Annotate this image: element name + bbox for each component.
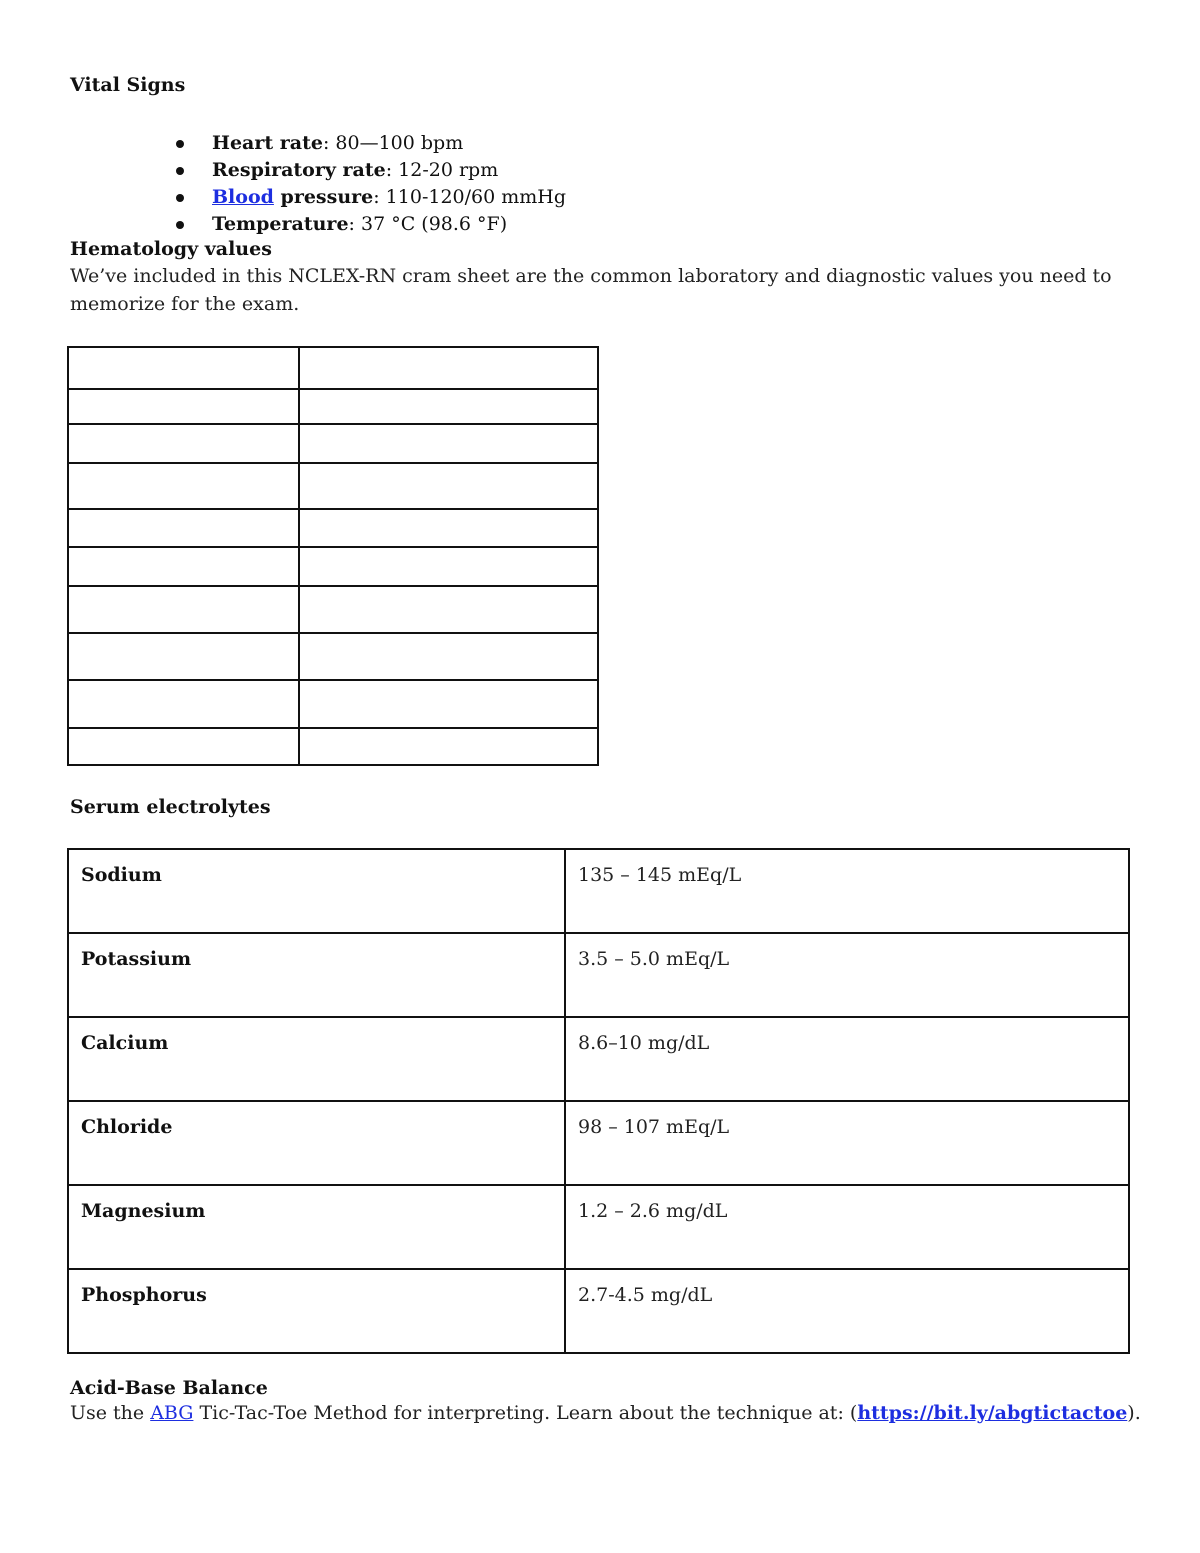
acid-base-paragraph (70, 1402, 1141, 1424)
text-segment: ). (1127, 1402, 1141, 1424)
vital-label: Temperature (212, 213, 349, 235)
bullet-icon (176, 194, 184, 202)
serum-electrolytes-heading: Serum electrolytes (70, 796, 271, 818)
hematology-table-empty (67, 346, 599, 766)
list-item-respiratory-rate (172, 157, 566, 184)
table-row-divider (69, 679, 597, 681)
electrolyte-value: 98 – 107 mEq/L (565, 1101, 1129, 1185)
table-row (68, 1185, 1129, 1269)
electrolyte-name: Phosphorus (68, 1269, 565, 1353)
electrolyte-name: Calcium (68, 1017, 565, 1101)
abg-link[interactable]: ABG (150, 1402, 194, 1424)
table-row-divider (69, 632, 597, 634)
electrolyte-name: Sodium (68, 849, 565, 933)
table-row (68, 1269, 1129, 1353)
bullet-icon (176, 221, 184, 229)
vital-signs-list (172, 130, 566, 238)
vital-value: : 37 °C (98.6 °F) (348, 213, 508, 235)
acid-base-heading: Acid-Base Balance (70, 1377, 268, 1399)
electrolyte-name: Chloride (68, 1101, 565, 1185)
vital-value: : 80—100 bpm (322, 132, 464, 154)
list-item-heart-rate (172, 130, 566, 157)
table-row (68, 1101, 1129, 1185)
electrolyte-value: 3.5 – 5.0 mEq/L (565, 933, 1129, 1017)
list-item-temperature (172, 211, 566, 238)
list-item-blood-pressure (172, 184, 566, 211)
blood-link[interactable]: Blood (212, 186, 274, 208)
electrolyte-value: 1.2 – 2.6 mg/dL (565, 1185, 1129, 1269)
text-segment: Use the (70, 1402, 151, 1424)
table-row-divider (69, 585, 597, 587)
table-row (68, 933, 1129, 1017)
table-row-divider (69, 727, 597, 729)
vital-label: pressure (273, 186, 374, 208)
table-row (68, 1017, 1129, 1101)
table-row (68, 849, 1129, 933)
table-row-divider (69, 462, 597, 464)
electrolyte-value: 2.7-4.5 mg/dL (565, 1269, 1129, 1353)
vital-value: : 110-120/60 mmHg (373, 186, 567, 208)
bullet-icon (176, 140, 184, 148)
electrolyte-value: 8.6–10 mg/dL (565, 1017, 1129, 1101)
abg-tictactoe-url-link[interactable]: https://bit.ly/abgtictactoe (857, 1402, 1128, 1424)
text-segment: Tic-Tac-Toe Method for interpreting. Learn about the technique at: ( (193, 1402, 858, 1424)
hematology-paragraph: We’ve included in this NCLEX-RN cram sheet are the common laboratory and diagnostic values you need to memorize for the exam. (70, 265, 1112, 315)
table-row-divider (69, 508, 597, 510)
table-column-divider (298, 348, 300, 764)
electrolyte-name: Magnesium (68, 1185, 565, 1269)
electrolyte-name: Potassium (68, 933, 565, 1017)
table-row-divider (69, 546, 597, 548)
table-row-divider (69, 388, 597, 390)
serum-electrolytes-table (67, 848, 1130, 1354)
table-row-divider (69, 423, 597, 425)
hematology-heading: Hematology values (70, 238, 272, 260)
bullet-icon (176, 167, 184, 175)
electrolyte-value: 135 – 145 mEq/L (565, 849, 1129, 933)
vital-label: Heart rate (212, 132, 323, 154)
vital-signs-heading: Vital Signs (70, 74, 186, 96)
vital-value: : 12-20 rpm (385, 159, 499, 181)
vital-label: Respiratory rate (212, 159, 386, 181)
